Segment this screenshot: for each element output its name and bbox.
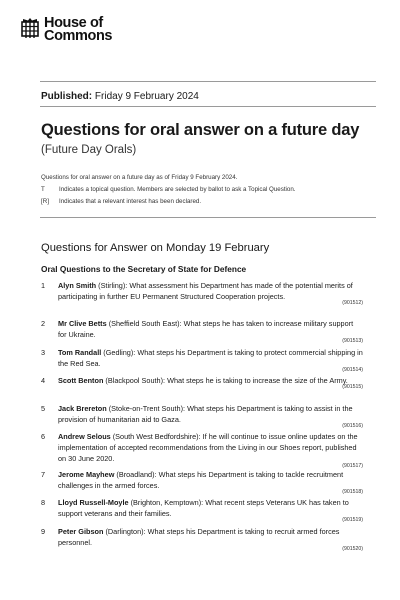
member-name: Mr Clive Betts: [58, 319, 107, 328]
key-row: [41, 196, 296, 208]
question-item: [41, 347, 363, 373]
page-subtitle: (Future Day Orals): [41, 144, 137, 156]
question-text: (Stoke-on-Trent South): What steps his Department is taking to assist in the provision of humanitarian aid to Gaza.: [58, 404, 353, 425]
member-name: Jerome Mayhew: [58, 470, 115, 479]
member-name: Scott Benton: [58, 376, 104, 385]
question-number: 5: [41, 404, 46, 413]
section-subheading: Oral Questions to the Secretary of State for Defence: [41, 264, 247, 274]
published-label: Published:: [41, 91, 93, 102]
question-text: (Sheffield South East): What steps he has taken to increase military support for Ukraine.: [58, 319, 354, 340]
question-item: [41, 280, 363, 306]
question-ref: (901515): [342, 384, 363, 391]
member-name: Lloyd Russell-Moyle: [58, 498, 129, 507]
divider: [40, 81, 376, 82]
member-name: Andrew Selous: [58, 432, 111, 441]
page-title: Questions for oral answer on a future day: [41, 121, 360, 139]
question-ref: (901519): [342, 517, 363, 524]
question-text: (Stirling): What assessment his Department has made of the potential merits of participating in further EU Permanent Structured Cooperation projects.: [58, 281, 353, 302]
question-text: (Gedling): What steps his Department is taking to protect commercial shipping in the Red Sea.: [58, 348, 363, 369]
logo-line-1: House of: [44, 15, 103, 31]
key-symbol: T: [41, 186, 45, 193]
portcullis-icon: [20, 17, 40, 39]
member-name: Alyn Smith: [58, 281, 97, 290]
question-ref: (901512): [342, 300, 363, 307]
member-name: Jack Brereton: [58, 404, 107, 413]
published-date: Friday 9 February 2024: [94, 91, 199, 102]
question-number: 7: [41, 470, 46, 479]
question-number: 8: [41, 498, 46, 507]
question-ref: (901514): [342, 367, 363, 374]
question-number: 9: [41, 527, 46, 536]
question-item: [41, 497, 363, 523]
question-number: 2: [41, 319, 46, 328]
question-text: (Brighton, Kemptown): What recent steps Veterans UK has taken to support veterans and their families.: [58, 498, 349, 519]
question-item: [41, 403, 363, 429]
question-number: 1: [41, 281, 46, 290]
key-text: Indicates a topical question. Members are selected by ballot to ask a Topical Question.: [59, 186, 296, 193]
section-heading: Questions for Answer on Monday 19 February: [41, 242, 270, 254]
divider: [40, 106, 376, 107]
question-number: 6: [41, 432, 46, 441]
question-number: 3: [41, 348, 46, 357]
key-symbol: [R]: [41, 198, 49, 205]
question-ref: (901517): [342, 462, 363, 469]
question-item: [41, 318, 363, 344]
key-row: [41, 184, 296, 196]
question-item: [41, 431, 363, 469]
logo-text: [44, 17, 112, 43]
question-text: (Broadland): What steps his Department is taking to tackle recruitment challenges in the armed forces.: [58, 470, 344, 491]
question-text: (South West Bedfordshire): If he will continue to issue online updates on the implementation of accepted recommendations from the Living in our Shoes report, published on 30 June 2020.: [58, 432, 358, 464]
question-item: [41, 469, 363, 495]
question-item: [41, 526, 363, 552]
house-of-commons-logo: [20, 17, 112, 43]
key-text: Indicates that a relevant interest has been declared.: [59, 198, 202, 205]
question-ref: (901518): [342, 489, 363, 496]
question-ref: (901513): [342, 338, 363, 345]
member-name: Tom Randall: [58, 348, 102, 357]
question-ref: (901516): [342, 423, 363, 430]
published-line: [41, 91, 199, 102]
question-text: (Darlington): What steps his Department is taking to recruit armed forces personnel.: [58, 527, 340, 548]
intro-block: [41, 172, 296, 208]
divider: [40, 217, 376, 218]
intro-line: Questions for oral answer on a future day as of Friday 9 February 2024.: [41, 174, 238, 181]
question-item: [41, 375, 363, 390]
member-name: Peter Gibson: [58, 527, 104, 536]
question-number: 4: [41, 376, 46, 385]
logo-line-2: Commons: [44, 28, 113, 44]
question-text: (Blackpool South): What steps he is taking to increase the size of the Army.: [103, 376, 348, 385]
question-ref: (901520): [342, 546, 363, 553]
